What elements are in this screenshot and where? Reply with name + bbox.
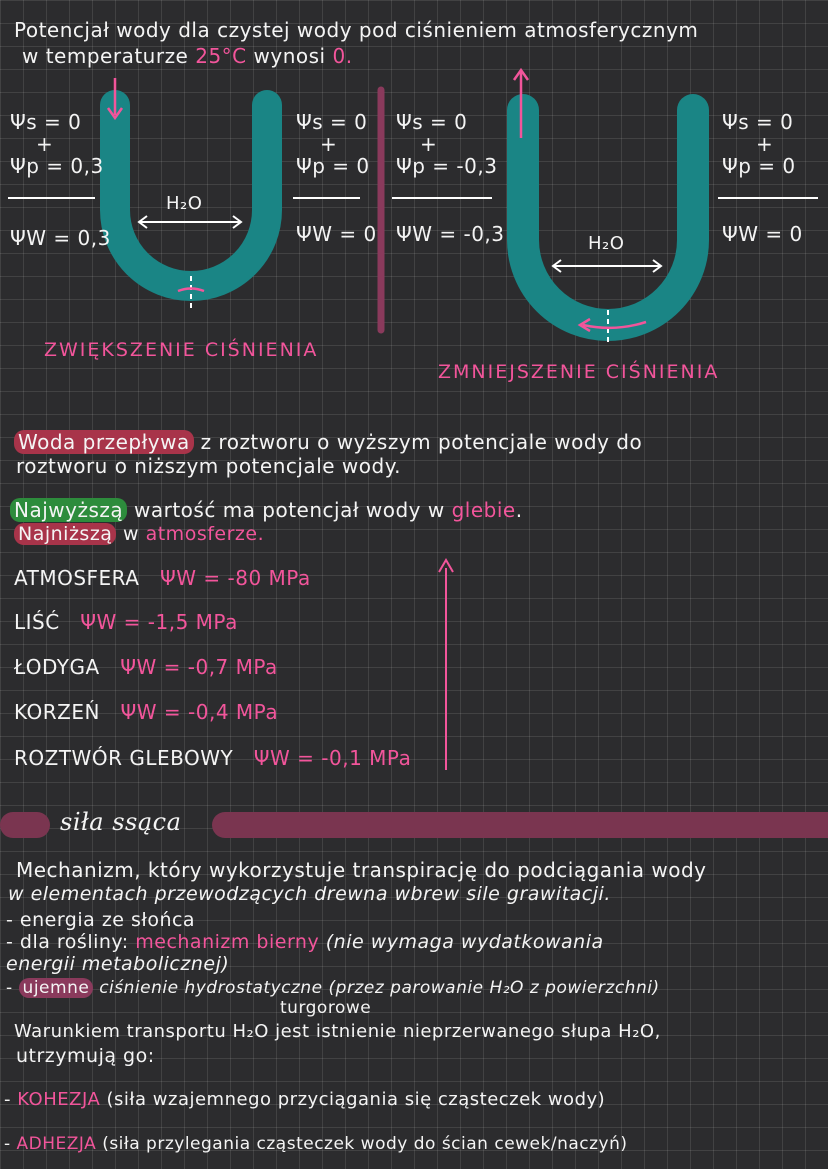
left-right-plus: + [320,132,338,156]
highest-dot: . [515,498,523,522]
intro-line-2-prefix: w temperaturze [22,44,189,68]
left-right-ys: Ψs = 0 [296,110,368,134]
temperature-value: 25°C [195,44,247,68]
adhesion-term: ADHEZJA [16,1134,97,1154]
suction-line-1: Mechanizm, który wykorzystuje transpirację do podciągania wody [16,858,707,882]
potential-value: ΨW = -0,1 MPa [253,746,412,770]
section-title: siła ssąca [60,808,182,836]
highest-highlight: Najwyższą [10,498,127,522]
potential-value: ΨW = -1,5 MPa [80,610,238,634]
right-yp: Ψp = -0,3 [396,154,498,178]
potential-label: ŁODYGA [14,655,100,679]
potential-label: LIŚĆ [14,610,60,634]
adhesion-dash: - [4,1134,11,1154]
left-water: H₂O [166,193,203,214]
highest-rest: wartość ma potencjał wody w [134,498,445,522]
potential-row-soil [14,746,411,770]
right-ys: Ψs = 0 [396,110,468,134]
suction-line-3: - energia ze słońca [6,909,196,931]
adhesion-rest: (siła przylegania cząsteczek wody do ścian cewek/naczyń) [102,1134,628,1154]
suction-line-4 [6,930,604,954]
left-right-yp: Ψp = 0 [296,154,370,178]
suction-line-4-prefix: - dla rośliny: [6,931,129,953]
right-caption: ZMNIEJSZENIE CIŚNIENIA [438,361,720,383]
intro-line-2-mid: wynosi [253,44,326,68]
left-ys: Ψs = 0 [10,110,82,134]
right-plus: + [420,132,438,156]
flow-line-2: roztworu o niższym potencjale wody. [16,454,402,478]
flow-highlight: Woda przepływa [14,430,194,454]
potential-label: KORZEŃ [14,700,100,724]
suction-line-2: w elementach przewodzących drewna wbrew sile grawitacji. [8,883,611,905]
flow-rest-1: z roztworu o wyższym potencjale wody do [200,430,643,454]
potential-value: ΨW = -80 MPa [160,566,311,590]
potential-row-atmosphere [14,566,311,590]
right-water: H₂O [588,233,625,254]
cohesion-line [4,1088,605,1112]
left-yw: ΨW = 0,3 [10,226,111,250]
right-right-plus: + [756,132,774,156]
cohesion-rest: (siła wzajemnego przyciągania się cząsteczek wody) [106,1089,606,1110]
suction-line-6-dash: - [6,978,13,998]
soil-word: glebie [451,498,516,522]
potential-label: ATMOSFERA [14,566,140,590]
suction-line-6-sub: turgorowe [280,998,372,1018]
atmosphere-word: atmosferze. [145,523,265,545]
left-yp: Ψp = 0,3 [10,154,104,178]
right-right-yw: ΨW = 0 [722,222,803,246]
left-plus: + [36,132,54,156]
flow-line-1 [14,430,642,454]
right-yw: ΨW = -0,3 [396,222,505,246]
u-tube-right [523,110,693,325]
suction-line-4-rest: (nie wymaga wydatkowania [325,931,604,953]
cohesion-dash: - [4,1089,11,1110]
lowest-w: w [123,523,140,545]
negative-highlight: ujemne [19,978,94,998]
suction-line-7: Warunkiem transportu H₂O jest istnienie nieprzerwanego słupa H₂O, [14,1021,661,1042]
right-right-ys: Ψs = 0 [722,110,794,134]
suction-line-6-rest: ciśnienie hydrostatyczne (przez parowanie H₂O z powierzchni) [99,978,660,998]
section-band-right [212,812,828,838]
cohesion-term: KOHEZJA [17,1089,101,1110]
lowest-line [14,522,264,546]
left-caption: ZWIĘKSZENIE CIŚNIENIA [44,339,319,361]
suction-line-8: utrzymują go: [16,1045,155,1067]
right-right-yp: Ψp = 0 [722,154,796,178]
adhesion-line [4,1132,628,1156]
zero-value: 0. [332,44,353,68]
suction-line-5: energii metabolicznej) [6,953,230,975]
lowest-highlight: Najniższą [14,523,116,545]
highest-line [10,498,523,522]
left-right-yw: ΨW = 0 [296,222,377,246]
potential-row-stem [14,655,278,679]
section-band-left [0,812,50,838]
potential-row-root [14,700,278,724]
intro-line-1: Potencjał wody dla czystej wody pod ciśnieniem atmosferycznym [14,18,699,42]
potential-value: ΨW = -0,7 MPa [120,655,278,679]
potential-label: ROZTWÓR GLEBOWY [14,746,234,770]
passive-mechanism: mechanizm bierny [135,931,320,953]
potential-row-leaf [14,610,238,634]
potential-value: ΨW = -0,4 MPa [120,700,279,724]
